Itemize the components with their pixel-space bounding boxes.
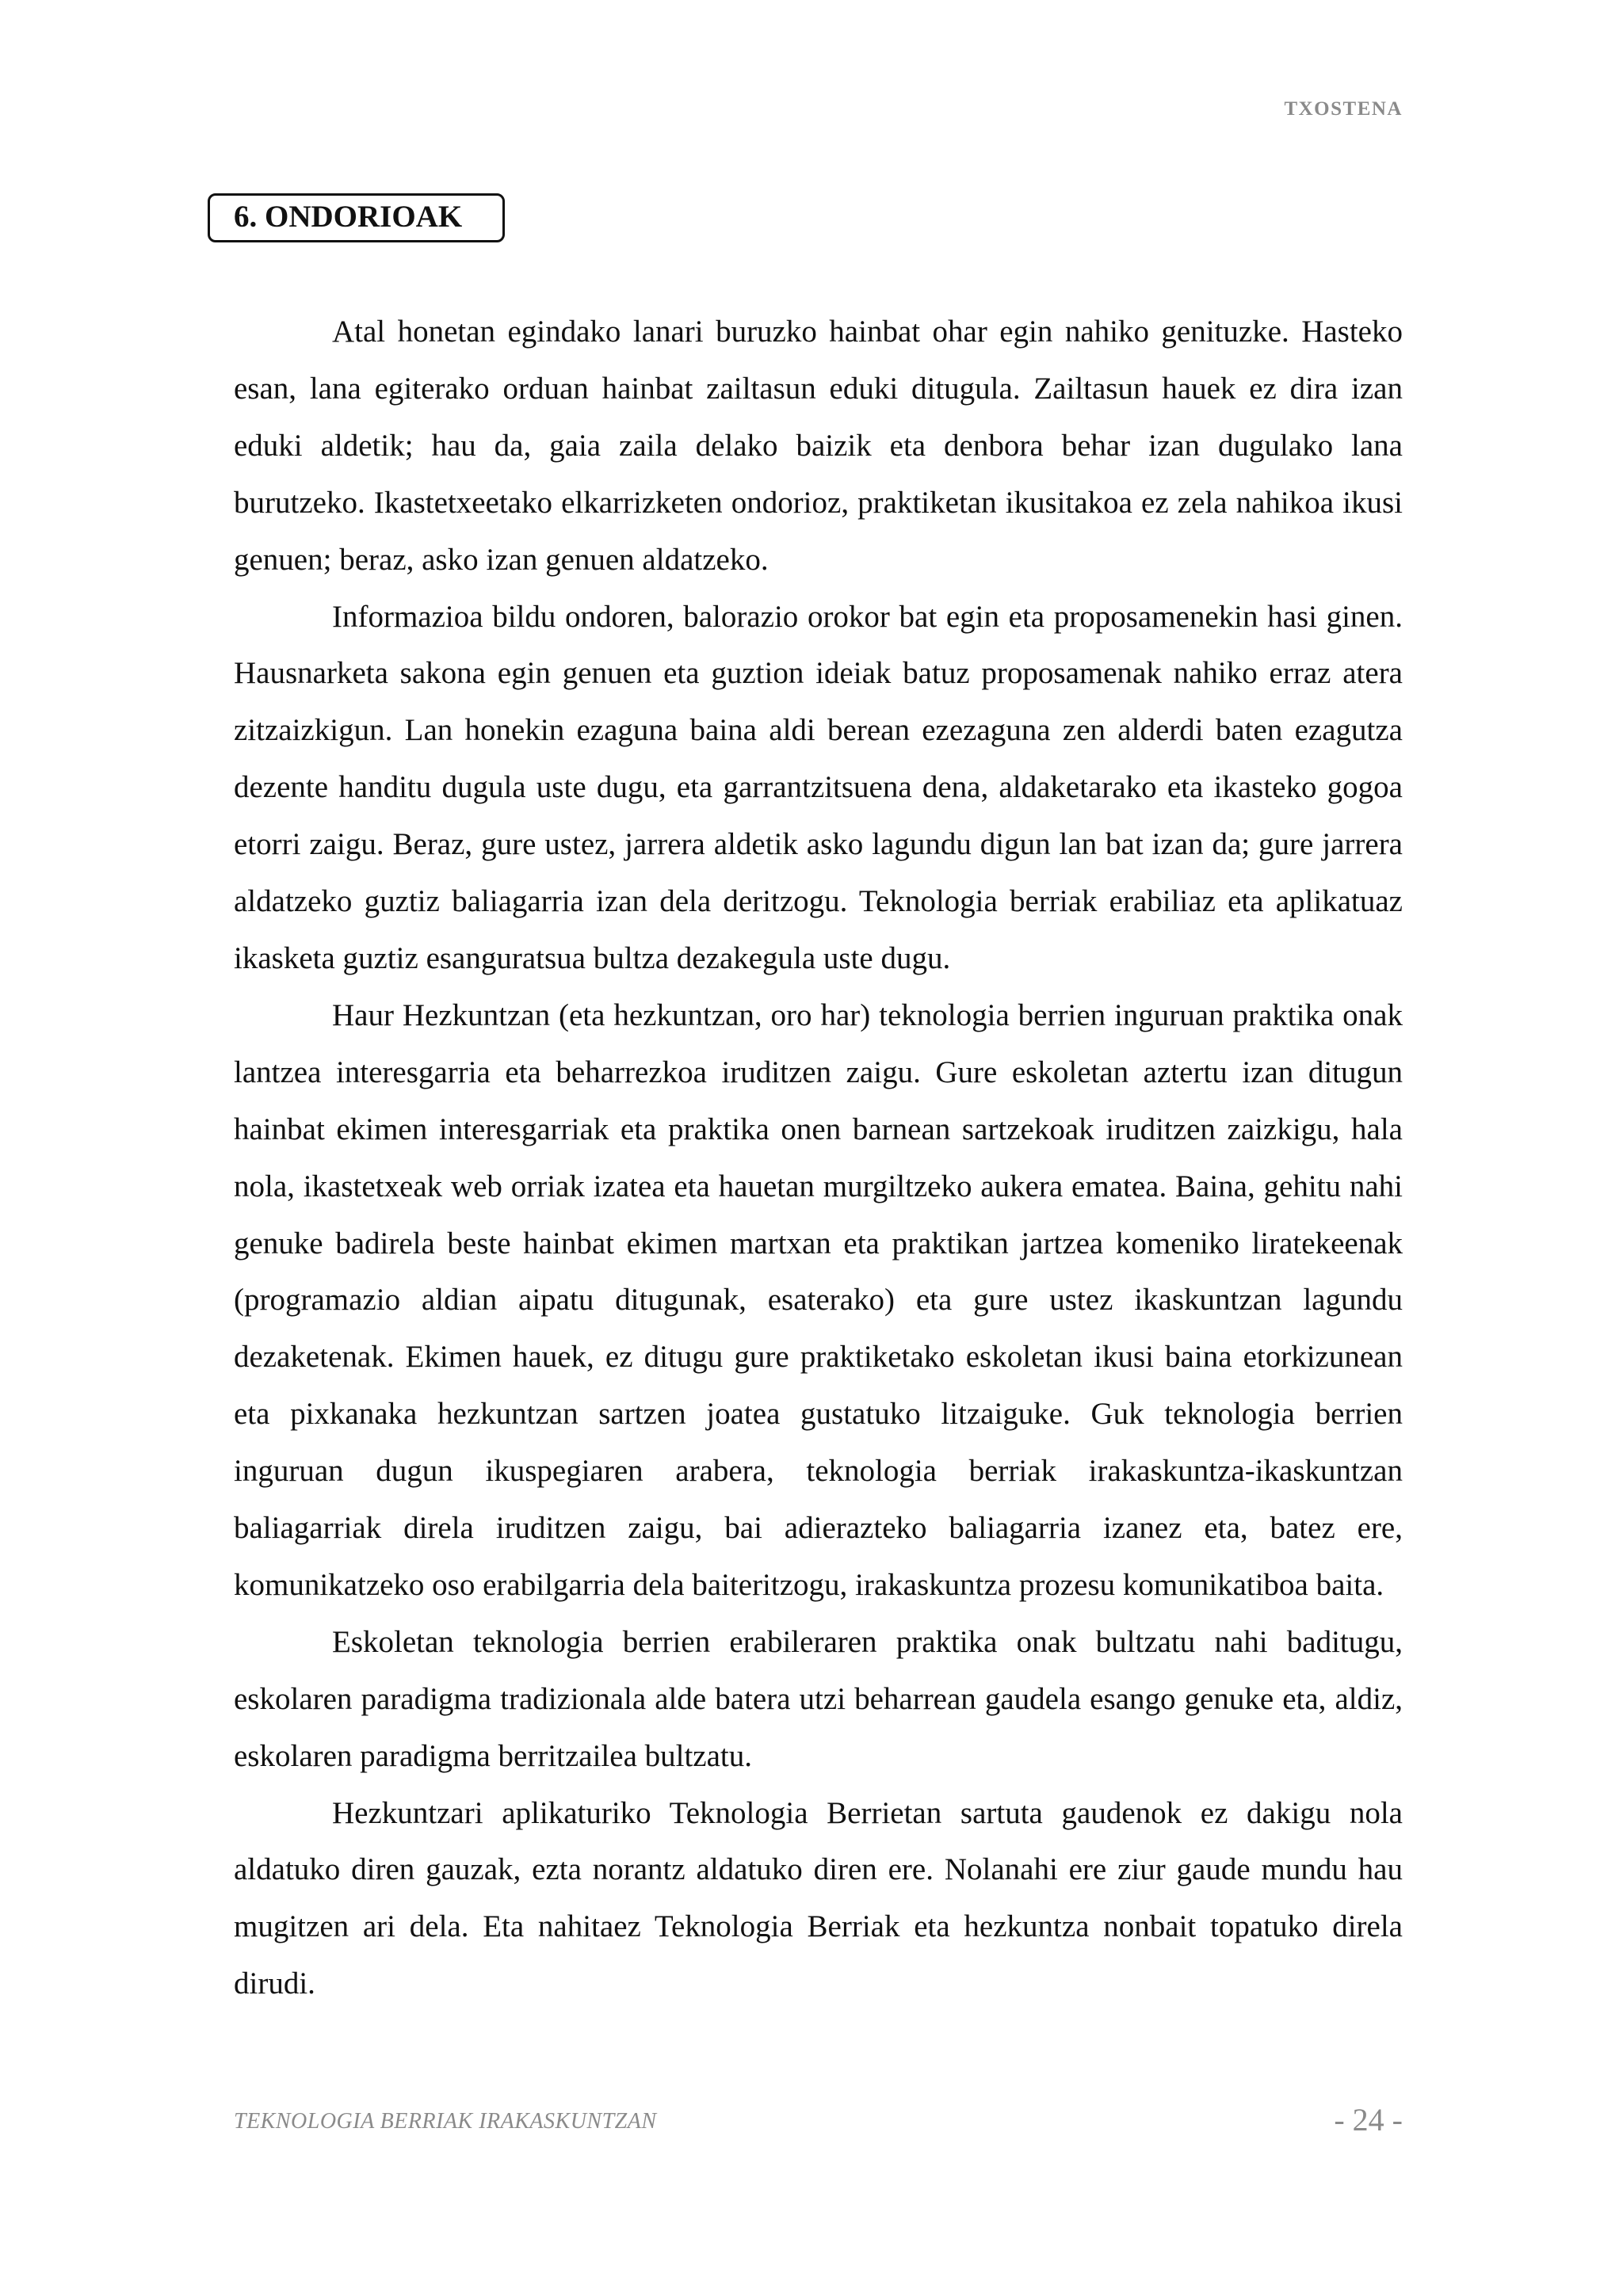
body-text <box>234 303 1403 2012</box>
section-title: 6. ONDORIOAK <box>234 200 463 234</box>
page-number: - 24 - <box>1334 2102 1403 2138</box>
paragraph: Haur Hezkuntzan (eta hezkuntzan, oro har) teknologia berrien inguruan praktika onak lantzea interesgarria eta beharrezkoa iruditzen zaigu. Gure eskoletan aztertu izan ditugun hainbat ekimen interesgarriak eta praktika onen barnean sartzekoak iruditzen zaizkigu, hala nola, ikastetxeak web orriak izatea eta hauetan murgiltzeko aukera ematea. Baina, gehitu nahi genuke badirela beste hainbat ekimen martxan eta praktikan jartzea komeniko liratekeenak (programazio aldian aipatu ditugunak, esaterako) eta gure ustez ikaskuntzan lagundu dezaketenak. Ekimen hauek, ez ditugu gure praktiketako eskoletan ikusi baina etorkizunean eta pixkanaka hezkuntzan sartzen joatea gustatuko litzaiguke. Guk teknologia berrien inguruan dugun ikuspegiaren arabera, teknologia berriak irakaskuntza-ikaskuntzan baliagarriak direla iruditzen zaigu, bai adierazteko baliagarria izanez eta, batez ere, komunikatzeko oso erabilgarria dela baiteritzogu, irakaskuntza prozesu komunikatiboa baita. <box>234 997 1403 1602</box>
paragraph: Informazioa bildu ondoren, balorazio orokor bat egin eta proposamenekin hasi ginen. Hausnarketa sakona egin genuen eta guztion ideiak batuz proposamenak nahiko erraz atera zitzaizkigun. Lan honekin ezaguna baina aldi berean ezezaguna zen alderdi baten ezagutza dezente handitu dugula uste dugu, eta garrantzitsuena dena, aldaketarako eta ikasteko gogoa etorri zaigu. Beraz, gure ustez, jarrera aldetik asko lagundu digun lan bat izan da; gure jarrera aldatzeko guztiz baliagarria izan dela deritzogu. Teknologia berriak erabiliaz eta aplikatuaz ikasketa guztiz esanguratsua bultza dezakegula uste dugu. <box>234 599 1403 975</box>
footer-document-title: TEKNOLOGIA BERRIAK IRAKASKUNTZAN <box>234 2109 657 2134</box>
paragraph: Atal honetan egindako lanari buruzko hainbat ohar egin nahiko genituzke. Hasteko esan, lana egiterako orduan hainbat zailtasun eduki ditugula. Zailtasun hauek ez dira izan eduki aldetik; hau da, gaia zaila delako baizik eta denbora behar izan dugulako lana burutzeko. Ikastetxeetako elkarrizketen ondorioz, praktiketan ikusitakoa ez zela nahikoa ikusi genuen; beraz, asko izan genuen aldatzeko. <box>234 315 1403 577</box>
paragraph: Eskoletan teknologia berrien erabileraren praktika onak bultzatu nahi baditugu, eskolaren paradigma tradizionala alde batera utzi beharrean gaudela esango genuke eta, aldiz, eskolaren paradigma berritzailea bultzatu. <box>234 1624 1403 1773</box>
paragraph: Hezkuntzari aplikaturiko Teknologia Berrietan sartuta gaudenok ez dakigu nola aldatuko diren gauzak, ezta norantz aldatuko diren ere. Nolanahi ere ziur gaude mundu hau mugitzen ari dela. Eta nahitaez Teknologia Berriak eta hezkuntza nonbait topatuko direla dirudi. <box>234 1795 1403 2001</box>
running-header: TXOSTENA <box>1284 98 1403 120</box>
section-heading-box <box>208 193 505 242</box>
